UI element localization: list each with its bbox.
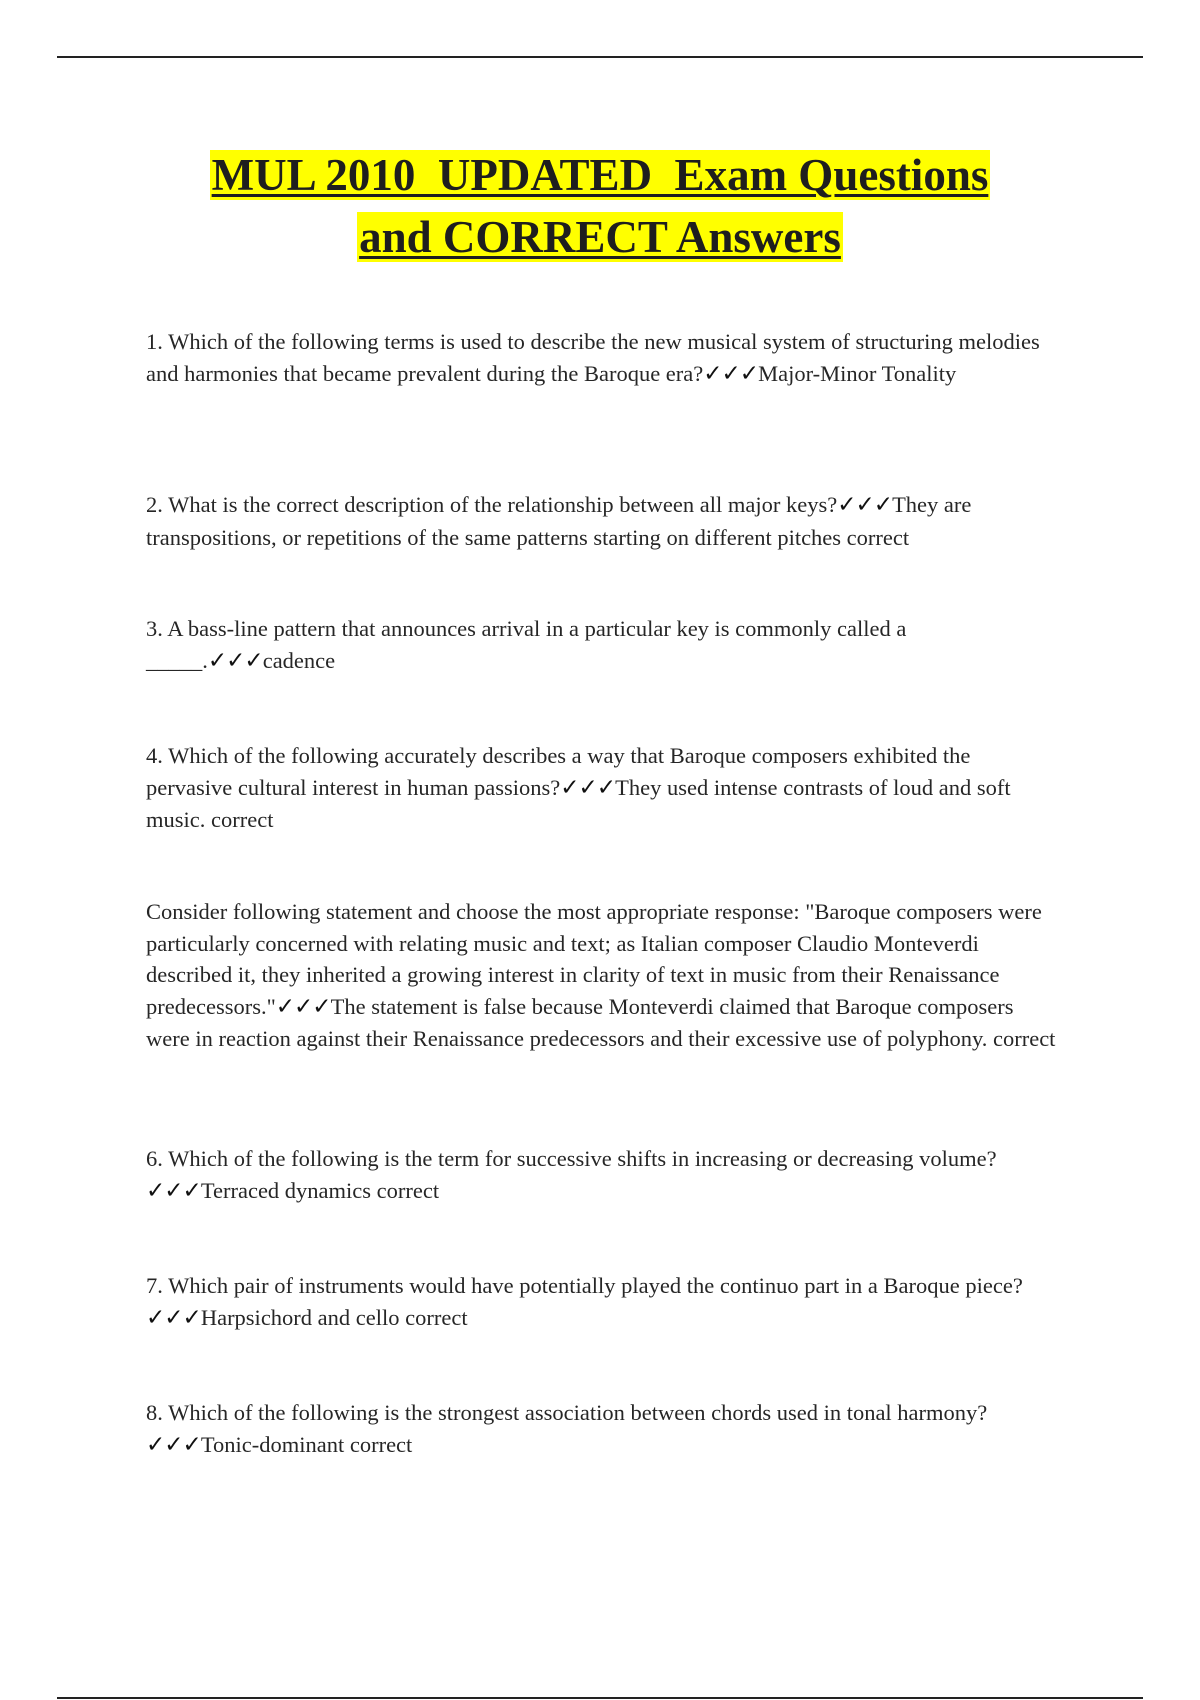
title-line-1: MUL 2010 UPDATED Exam Questions <box>211 150 989 200</box>
qa-item-4 <box>146 740 1046 836</box>
answer-text: Harpsichord and cello correct <box>200 1304 468 1330</box>
answer-text: Terraced dynamics correct <box>200 1177 440 1203</box>
title-line-2: and CORRECT Answers <box>359 212 841 262</box>
answer-text: They used intense contrasts of loud and soft music. correct <box>146 774 1011 832</box>
question-text: 8. Which of the following is the strongest association between chords used in tonal harmony? <box>146 1400 988 1425</box>
check-marks-icon: ✓✓✓ <box>146 1177 201 1204</box>
question-text: Consider following statement and choose the most appropriate response: "Baroque composers were particularly concerned with relating music and text; as Italian composer Claudio Monteverdi described it, they inherited a growing interest in clarity of text in music from their Renaissance predecessors." <box>146 899 1042 1019</box>
check-marks-icon: ✓✓✓ <box>703 360 759 387</box>
qa-item-3 <box>146 613 1046 677</box>
check-marks-icon: ✓✓✓ <box>146 1304 201 1331</box>
question-text: 2. What is the correct description of the relationship between all major keys? <box>146 492 838 517</box>
qa-item-5 <box>146 896 1056 1055</box>
question-text: 6. Which of the following is the term for successive shifts in increasing or decreasing volume? <box>146 1146 997 1171</box>
check-marks-icon: ✓✓✓ <box>560 774 616 801</box>
answer-text: Tonic-dominant correct <box>200 1431 413 1457</box>
qa-item-1 <box>146 326 1046 390</box>
answer-text: The statement is false because Monteverdi claimed that Baroque composers were in reaction against their Renaissance predecessors and their excessive use of polyphony. correct <box>146 993 1056 1051</box>
check-marks-icon: ✓✓✓ <box>146 1431 201 1458</box>
answer-text: Major-Minor Tonality <box>758 360 957 386</box>
answer-text: They are transpositions, or repetitions of the same patterns starting on different pitches correct <box>146 492 972 550</box>
qa-item-6 <box>146 1143 1046 1207</box>
check-marks-icon: ✓✓✓ <box>275 993 331 1020</box>
check-marks-icon: ✓✓✓ <box>207 647 263 674</box>
question-text: 4. Which of the following accurately describes a way that Baroque composers exhibited the pervasive cultural interest in human passions? <box>146 743 971 800</box>
question-text: 1. Which of the following terms is used to describe the new musical system of structuring melodies and harmonies that became prevalent during the Baroque era? <box>146 329 1040 386</box>
question-text: 7. Which pair of instruments would have potentially played the continuo part in a Baroque piece? <box>146 1273 1023 1298</box>
question-text: 3. A bass-line pattern that announces arrival in a particular key is commonly called a _____. <box>146 616 907 673</box>
answer-text: cadence <box>262 647 336 673</box>
document-title <box>0 144 1200 268</box>
qa-item-2 <box>146 489 1046 553</box>
top-rule <box>57 56 1143 58</box>
qa-item-8 <box>146 1397 1046 1461</box>
qa-item-7 <box>146 1270 1046 1334</box>
check-marks-icon: ✓✓✓ <box>837 492 893 518</box>
bottom-rule <box>57 1697 1143 1699</box>
